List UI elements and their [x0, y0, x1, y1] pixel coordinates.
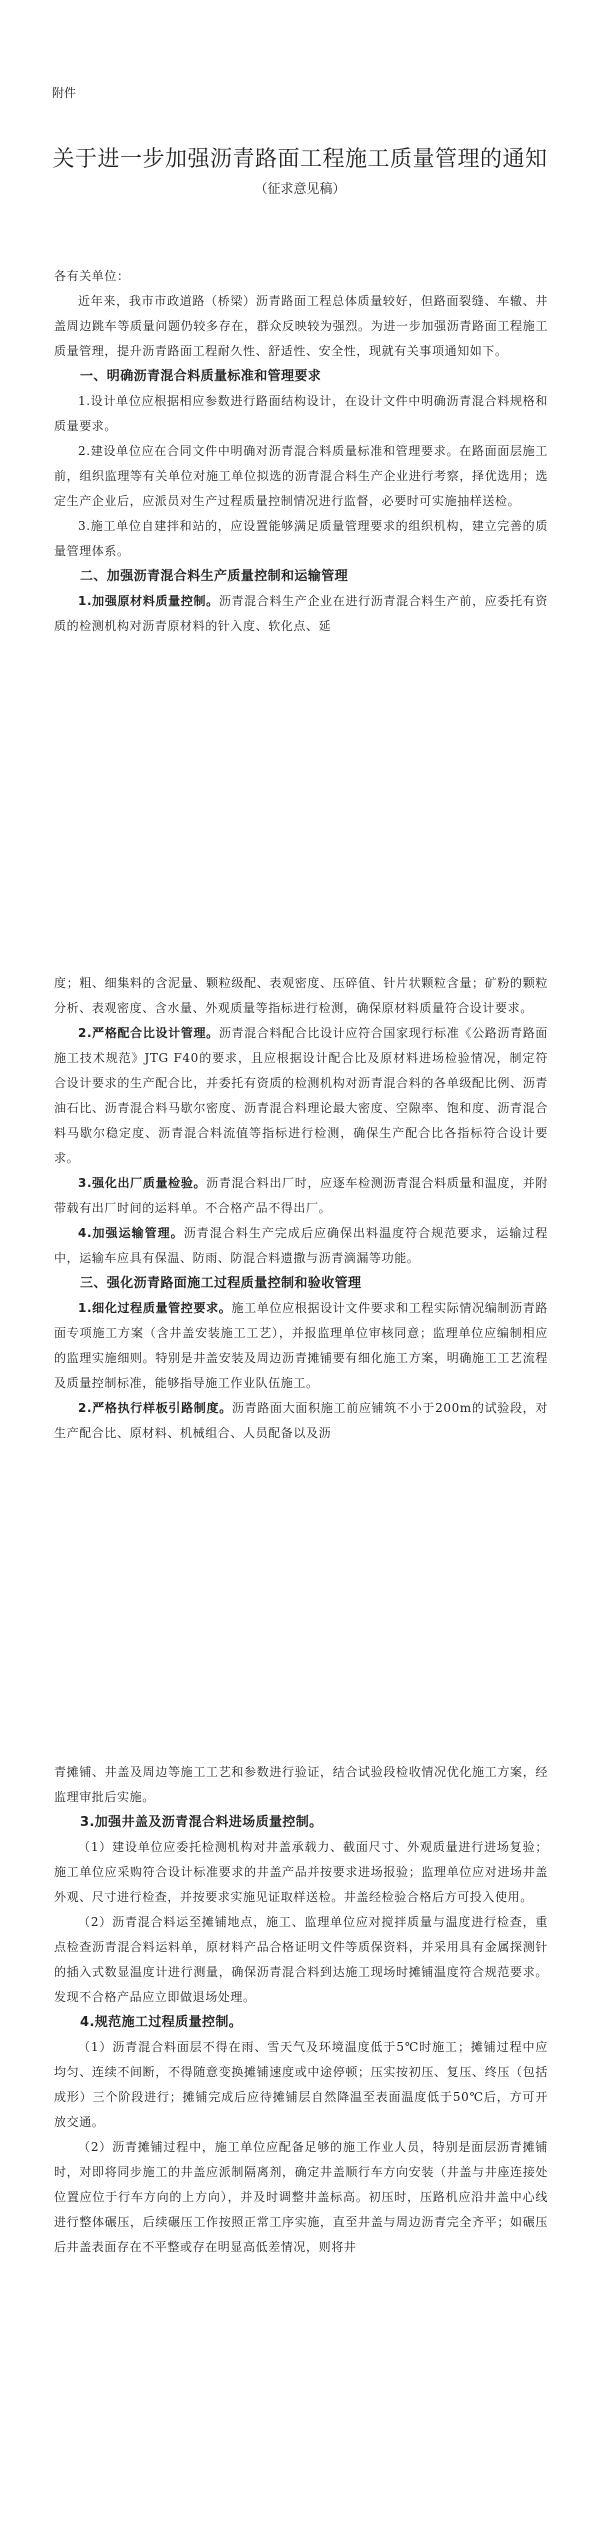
intro-paragraph: 近年来，我市市政道路（桥梁）沥青路面工程总体质量较好，但路面裂缝、车辙、井盖周边跳车等质量问题仍较多存在，群众反映较为强烈。为进一步加强沥青路面工程施工质量管理，提升沥青路面工程耐久性、舒适性、安全性，现就有关事项通知如下。: [54, 294, 548, 358]
section-1-item-1: 1.设计单位应根据相应参数进行路面结构设计，在设计文件中明确沥青混合料规格和质量要求。: [54, 394, 548, 433]
page-3: [0, 1760, 600, 2546]
section-3-item-3-para-2: （2）沥青混合料运至摊铺地点，施工、监理单位应对搅拌质量与温度进行检查，重点检查沥青混合料运料单，原材料产品合格证明文件等质保资料，并采用具有金属探测针的插入式数显温度计进行测量，确保沥青混合料到达施工现场时摊铺温度符合规范要求。发现不合格产品应立即做退场处理。: [54, 1915, 548, 2004]
section-3-item-3-title: 3.加强井盖及沥青混合料进场质量控制。: [80, 1815, 323, 1830]
page-2: [0, 905, 600, 1755]
section-2-item-1-text-a: 沥青混合料生产企业在进行沥青混合料生产前，应委托有资质的检测机构对沥青原材料的针入度、软化点、延: [54, 594, 548, 633]
section-1-item-3: 3.施工单位自建拌和站的，应设置能够满足质量管理要求的组织机构，建立完善的质量管理体系。: [54, 519, 548, 558]
document-subtitle: （征求意见稿）: [254, 182, 346, 197]
section-1-item-2: 2.建设单位应在合同文件中明确对沥青混合料质量标准和管理要求。在路面面层施工前，组织监理等有关单位对施工单位拟选的沥青混合料生产企业进行考察，择优选用；选定生产企业后，应派员对生产过程质量控制情况进行监督，必要时可实施抽样送检。: [54, 444, 548, 508]
section-3-item-2-title: 2.严格执行样板引路制度。: [78, 1401, 232, 1415]
section-3-item-1-text: 施工单位应根据设计文件要求和工程实际情况编制沥青路面专项施工方案（含井盖安装施工工艺），并报监理单位审核同意；监理单位应编制相应的监理实施细则。特别是井盖安装及周边沥青摊铺要有细化施工方案，明确施工工艺流程及质量控制标准，能够指导施工作业队伍施工。: [54, 1301, 548, 1390]
section-3-item-2-text-b: 青摊铺、井盖及周边等施工工艺和参数进行验证，结合试验段检收情况优化施工方案，经监理审批后实施。: [54, 1765, 548, 1804]
section-2-item-3-text: 沥青混合料出厂时，应逐车检测沥青混合料质量和温度，并附带载有出厂时间的运料单。不合格产品不得出厂。: [54, 1176, 549, 1215]
section-2-item-2-title: 2.严格配合比设计管理。: [78, 1026, 219, 1040]
section-3-item-3-para-1: （1）建设单位应委托检测机构对井盖承载力、截面尺寸、外观质量进行进场复验；施工单位应采购符合设计标准要求的井盖产品并按要求进场报验；监理单位应对进场井盖外观、尺寸进行检查，并按要求实施见证取样送检。井盖经检验合格后方可投入使用。: [54, 1840, 548, 1904]
section-2-item-1-start: [54, 589, 548, 639]
document-title: 关于进一步加强沥青路面工程施工质量管理的通知: [52, 147, 548, 172]
attachment-label: 附件: [52, 86, 77, 100]
section-2-item-2-text: 沥青混合料配合比设计应符合国家现行标准《公路沥青路面施工技术规范》JTG F40的要求，且应根据设计配合比及原材料进场检验情况，制定符合设计要求的生产配合比，并委托有资质的检测机构对沥青混合料的各单级配比例、沥青油石比、沥青混合料马歇尔密度、沥青混合料理论最大密度、空隙率、饱和度、沥青混合料马歇尔稳定度、沥青混合料流值等指标进行检测，确保生产配合比各指标符合设计要求。: [54, 1026, 548, 1165]
salutation: 各有关单位：: [54, 269, 130, 283]
section-2-item-2: [54, 1021, 548, 1171]
section-1-heading: 一、明确沥青混合料质量标准和管理要求: [80, 369, 322, 384]
section-2-item-1-title: 1.加强原材料质量控制。: [78, 594, 219, 608]
section-3-item-4-title: 4.规范施工过程质量控制。: [80, 2015, 243, 2030]
page-2-body: [54, 971, 548, 1446]
page-3-body: [54, 1760, 548, 2260]
section-3-item-4-para-1: （1）沥青混合料面层不得在雨、雪天气及环境温度低于5℃时施工；摊铺过程中应均匀、连续不间断，不得随意变换摊铺速度或中途停顿；压实按初压、复压、终压（包括成形）三个阶段进行；摊铺完成后应待摊铺层自然降温至表面温度低于50℃后，方可开放交通。: [54, 2040, 548, 2129]
section-3-item-1: [54, 1296, 548, 1396]
section-2-heading: 二、加强沥青混合料生产质量控制和运输管理: [80, 569, 349, 584]
section-2-item-4-title: 4.加强运输管理。: [78, 1226, 184, 1240]
section-3-item-2-start: [54, 1396, 548, 1446]
section-3-heading: 三、强化沥青路面施工过程质量控制和验收管理: [80, 1276, 362, 1291]
section-3-item-4-para-2: （2）沥青摊铺过程中，施工单位应配备足够的施工作业人员，特别是面层沥青摊铺时，对即将同步施工的井盖应派制隔离剂，确定井盖顺行车方向安装（井盖与井座连接处位置应位于行车方向的上方向），并及时调整井盖标高。初压时，压路机应沿井盖中心线进行整体碾压，后续碾压工作按照正常工序实施，直至井盖与周边沥青完全齐平；如碾压后井盖表面存在不平整或存在明显高低差情况，则将井: [54, 2140, 548, 2254]
section-2-item-3-title: 3.强化出厂质量检验。: [78, 1176, 207, 1190]
section-2-item-4-text: 沥青混合料生产完成后应确保出料温度符合规范要求，运输过程中，运输车应具有保温、防雨、防混合料遗撒与沥青滴漏等功能。: [54, 1226, 548, 1265]
section-3-item-1-title: 1.细化过程质量管控要求。: [78, 1301, 232, 1315]
page-1: [0, 0, 600, 900]
section-2-item-4: [54, 1221, 548, 1271]
section-3-item-2-text-a: 沥青路面大面积施工前应铺筑不小于200m的试验段，对生产配合比、原材料、机械组合、人员配备以及沥: [54, 1401, 548, 1440]
page-1-body: [54, 264, 548, 639]
section-2-item-3: [54, 1171, 548, 1221]
section-2-item-1-text-b: 度；粗、细集料的含泥量、颗粒级配、表观密度、压碎值、针片状颗粒含量；矿粉的颗粒分析、表观密度、含水量、外观质量等指标进行检测，确保原材料质量符合设计要求。: [54, 976, 548, 1015]
